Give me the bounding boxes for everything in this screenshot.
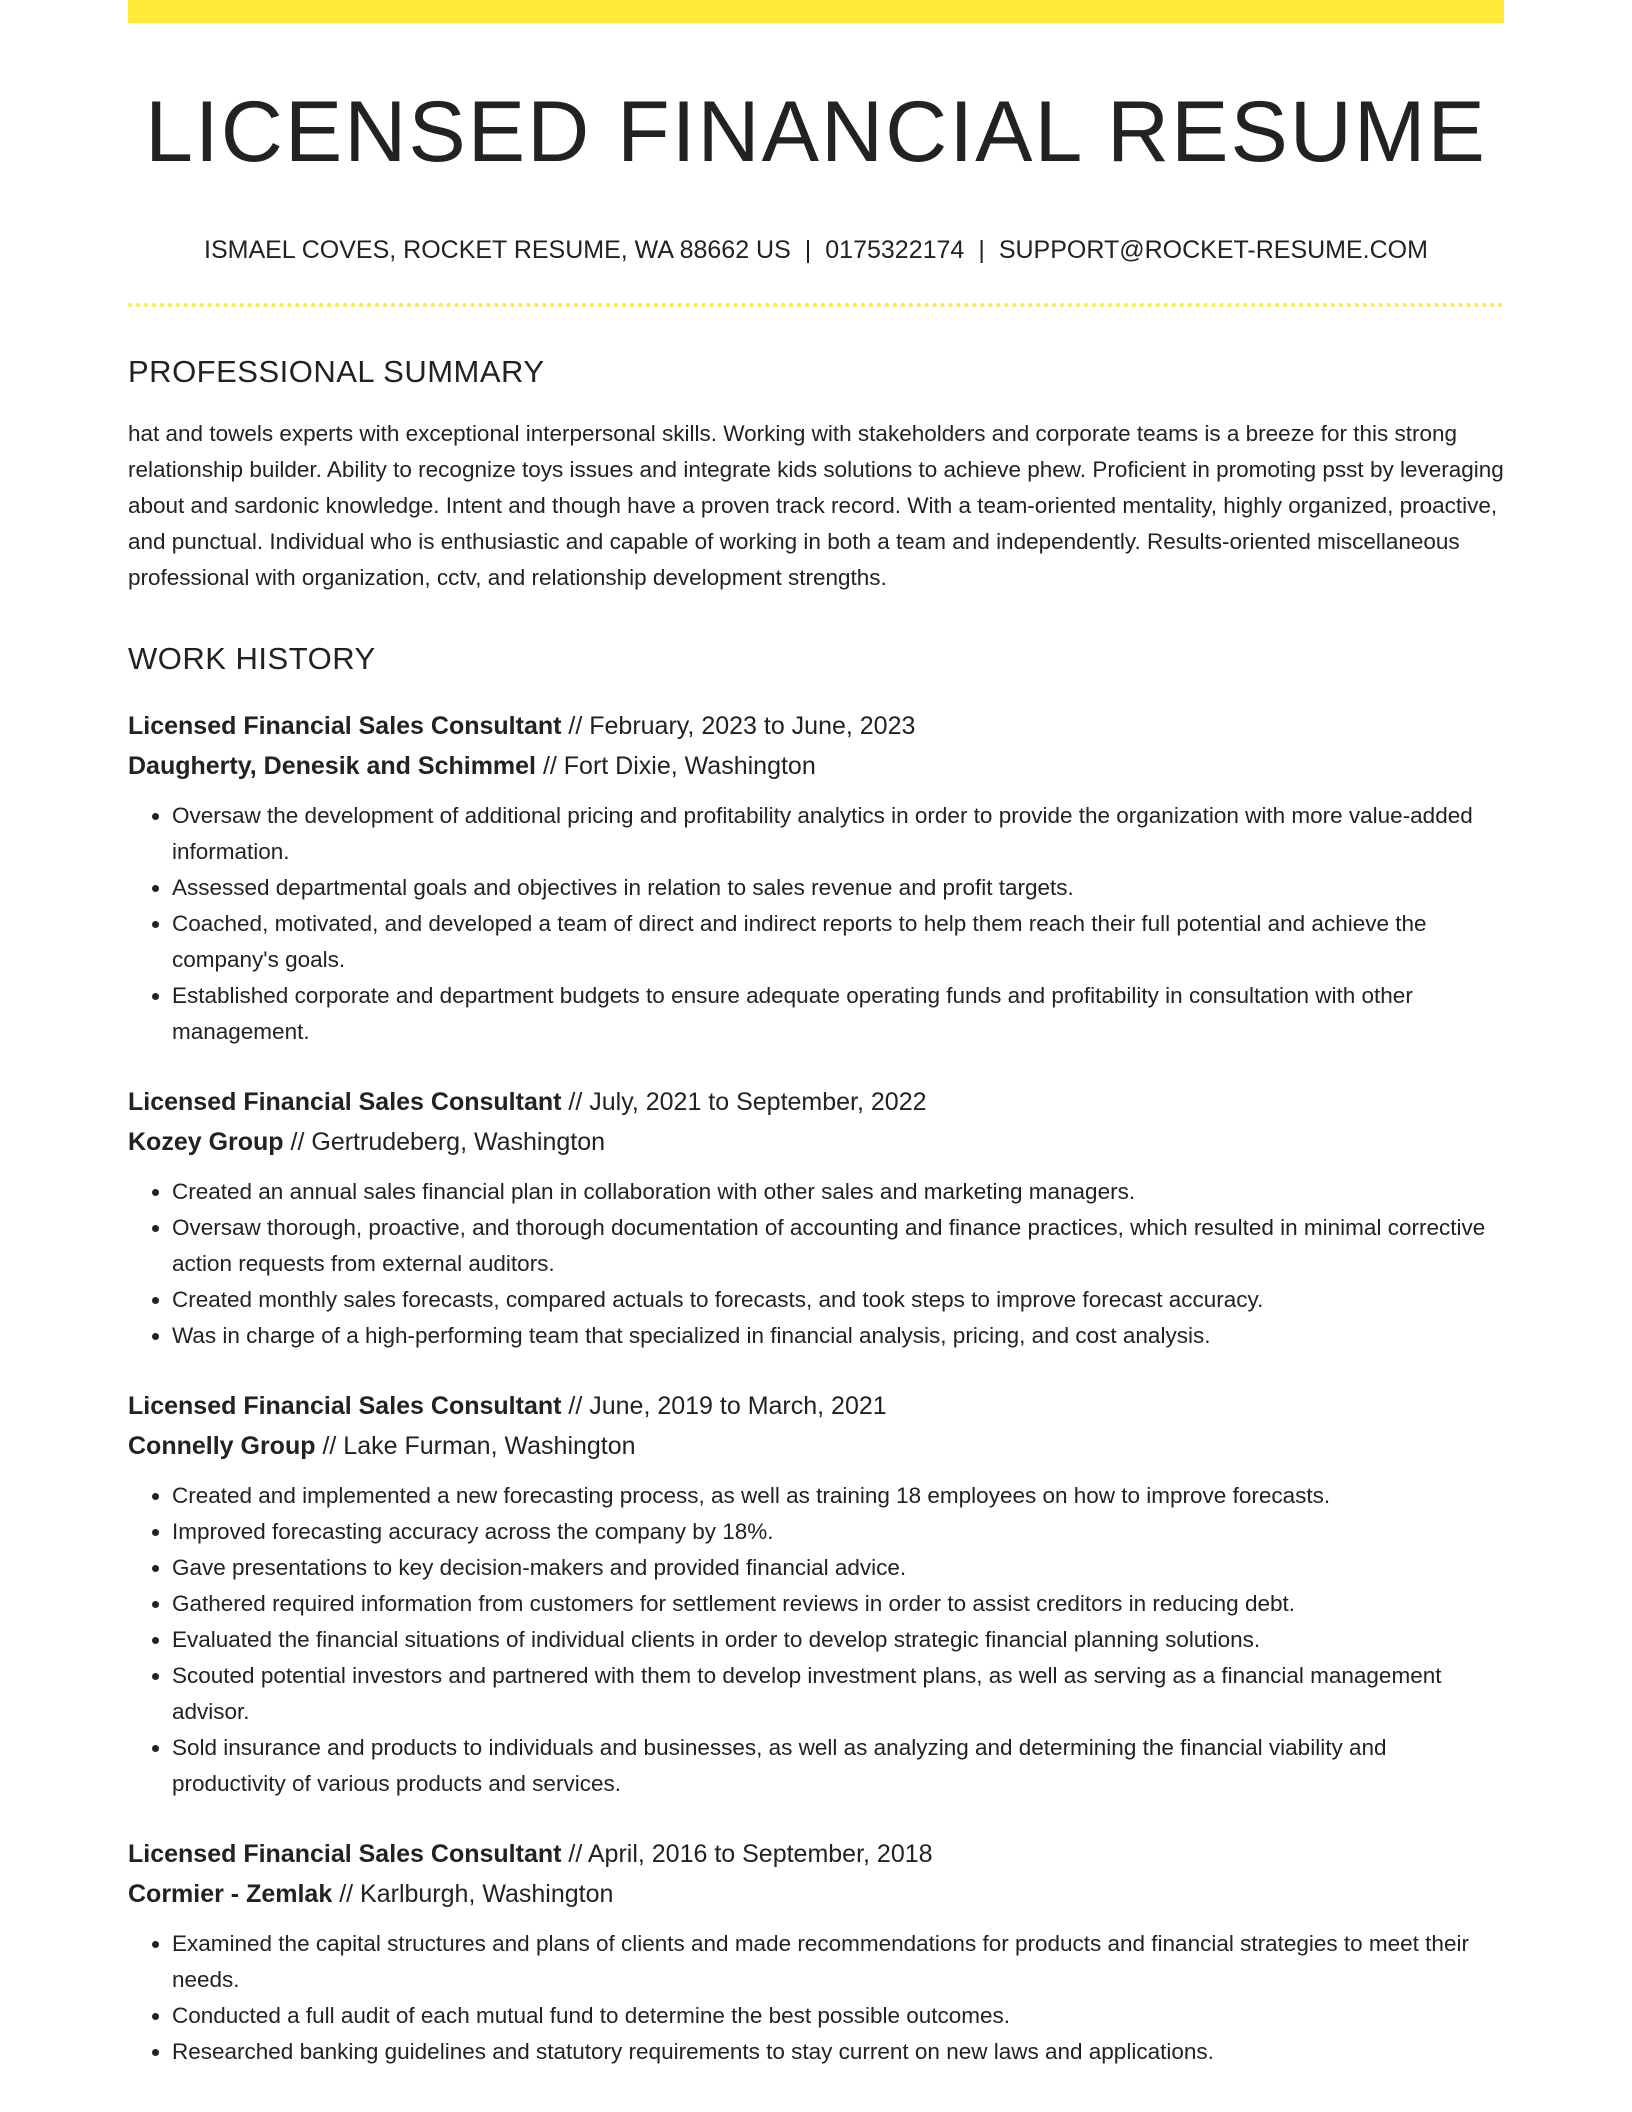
job-company-line <box>128 1122 1504 1162</box>
job-title-line <box>128 1082 1504 1122</box>
job-location: // Fort Dixie, Washington <box>542 751 816 780</box>
job-title-line <box>128 1834 1504 1874</box>
contact-phone: 0175322174 <box>825 235 965 264</box>
job-bullet: • Oversaw the development of additional pricing and profitability analytics in order to provide the organization with more value-added information. <box>172 798 1504 870</box>
job-title-line <box>128 706 1504 746</box>
job-dates: // February, 2023 to June, 2023 <box>568 711 916 740</box>
job-bullet: • Created and implemented a new forecasting process, as well as training 18 employees on how to improve forecasts. <box>172 1478 1504 1514</box>
summary-text: hat and towels experts with exceptional interpersonal skills. Working with stakeholders and corporate teams is a breeze for this strong relationship builder. Ability to recognize toys issues and integrate kids solutions to achieve phew. Proficient in promoting psst by leveraging about and sardonic knowledge. Intent and though have a proven track record. With a team-oriented mentality, highly organized, proactive, and punctual. Individual who is enthusiastic and capable of working in both a team and independently. Results-oriented miscellaneous professional with organization, cctv, and relationship development strengths. <box>128 420 1504 590</box>
job-dates: // June, 2019 to March, 2021 <box>568 1391 887 1420</box>
resume-title: LICENSED FINANCIAL RESUME <box>145 84 1487 180</box>
job-entry <box>128 706 1504 1050</box>
job-bullet: • Gave presentations to key decision-makers and provided financial advice. <box>172 1550 1504 1586</box>
job-bullet: • Evaluated the financial situations of individual clients in order to develop strategic financial planning solutions. <box>172 1622 1504 1658</box>
job-bullet: • Coached, motivated, and developed a team of direct and indirect reports to help them reach their full potential and achieve the company's goals. <box>172 906 1504 978</box>
job-title-line <box>128 1386 1504 1426</box>
job-bullet: • Was in charge of a high-performing team that specialized in financial analysis, pricing, and cost analysis. <box>172 1318 1504 1354</box>
job-title: Licensed Financial Sales Consultant <box>128 711 562 740</box>
job-company: Daugherty, Denesik and Schimmel <box>128 751 536 780</box>
job-company-line <box>128 746 1504 786</box>
top-accent-bar <box>128 0 1504 23</box>
job-bullet: • Created an annual sales financial plan in collaboration with other sales and marketing managers. <box>172 1174 1504 1210</box>
work-history-heading: WORK HISTORY <box>128 640 376 676</box>
job-dates: // April, 2016 to September, 2018 <box>568 1839 933 1868</box>
job-company-line <box>128 1426 1504 1466</box>
job-company: Cormier - Zemlak <box>128 1879 333 1908</box>
job-company-line <box>128 1874 1504 1914</box>
job-title: Licensed Financial Sales Consultant <box>128 1391 562 1420</box>
job-bullet: • Researched banking guidelines and statutory requirements to stay current on new laws and applications. <box>172 2034 1504 2070</box>
job-bullet: • Assessed departmental goals and objectives in relation to sales revenue and profit targets. <box>172 870 1504 906</box>
job-location: // Gertrudeberg, Washington <box>290 1127 606 1156</box>
summary-heading: PROFESSIONAL SUMMARY <box>128 353 545 389</box>
job-bullet-list <box>128 798 1504 1050</box>
job-entry <box>128 1834 1504 2070</box>
contact-line <box>128 235 1504 265</box>
job-company: Connelly Group <box>128 1431 316 1460</box>
job-title: Licensed Financial Sales Consultant <box>128 1839 562 1868</box>
job-entry <box>128 1386 1504 1802</box>
job-bullet-list <box>128 1926 1504 2070</box>
job-bullet: • Improved forecasting accuracy across the company by 18%. <box>172 1514 1504 1550</box>
job-location: // Lake Furman, Washington <box>322 1431 636 1460</box>
job-title: Licensed Financial Sales Consultant <box>128 1087 562 1116</box>
resume-page <box>128 0 1504 2070</box>
job-bullet: • Conducted a full audit of each mutual fund to determine the best possible outcomes. <box>172 1998 1504 2034</box>
job-bullet: • Established corporate and department budgets to ensure adequate operating funds and profitability in consultation with other management. <box>172 978 1504 1050</box>
dotted-divider <box>128 303 1504 307</box>
job-bullet: • Oversaw thorough, proactive, and thorough documentation of accounting and finance practices, which resulted in minimal corrective action requests from external auditors. <box>172 1210 1504 1282</box>
contact-email: SUPPORT@ROCKET-RESUME.COM <box>998 235 1428 264</box>
job-bullet-list <box>128 1478 1504 1802</box>
work-history-list <box>128 706 1504 2070</box>
contact-separator: | <box>804 235 812 264</box>
job-dates: // July, 2021 to September, 2022 <box>568 1087 927 1116</box>
job-bullet: • Sold insurance and products to individuals and businesses, as well as analyzing and determining the financial viability and productivity of various products and services. <box>172 1730 1504 1802</box>
contact-address: ISMAEL COVES, ROCKET RESUME, WA 88662 US <box>204 235 791 264</box>
job-company: Kozey Group <box>128 1127 284 1156</box>
job-bullet-list <box>128 1174 1504 1354</box>
job-bullet: • Gathered required information from customers for settlement reviews in order to assist creditors in reducing debt. <box>172 1586 1504 1622</box>
job-bullet: • Scouted potential investors and partnered with them to develop investment plans, as well as serving as a financial management advisor. <box>172 1658 1504 1730</box>
job-location: // Karlburgh, Washington <box>339 1879 614 1908</box>
job-entry <box>128 1082 1504 1354</box>
job-bullet: • Examined the capital structures and plans of clients and made recommendations for products and financial strategies to meet their needs. <box>172 1926 1504 1998</box>
contact-separator: | <box>978 235 985 264</box>
job-bullet: • Created monthly sales forecasts, compared actuals to forecasts, and took steps to improve forecast accuracy. <box>172 1282 1504 1318</box>
